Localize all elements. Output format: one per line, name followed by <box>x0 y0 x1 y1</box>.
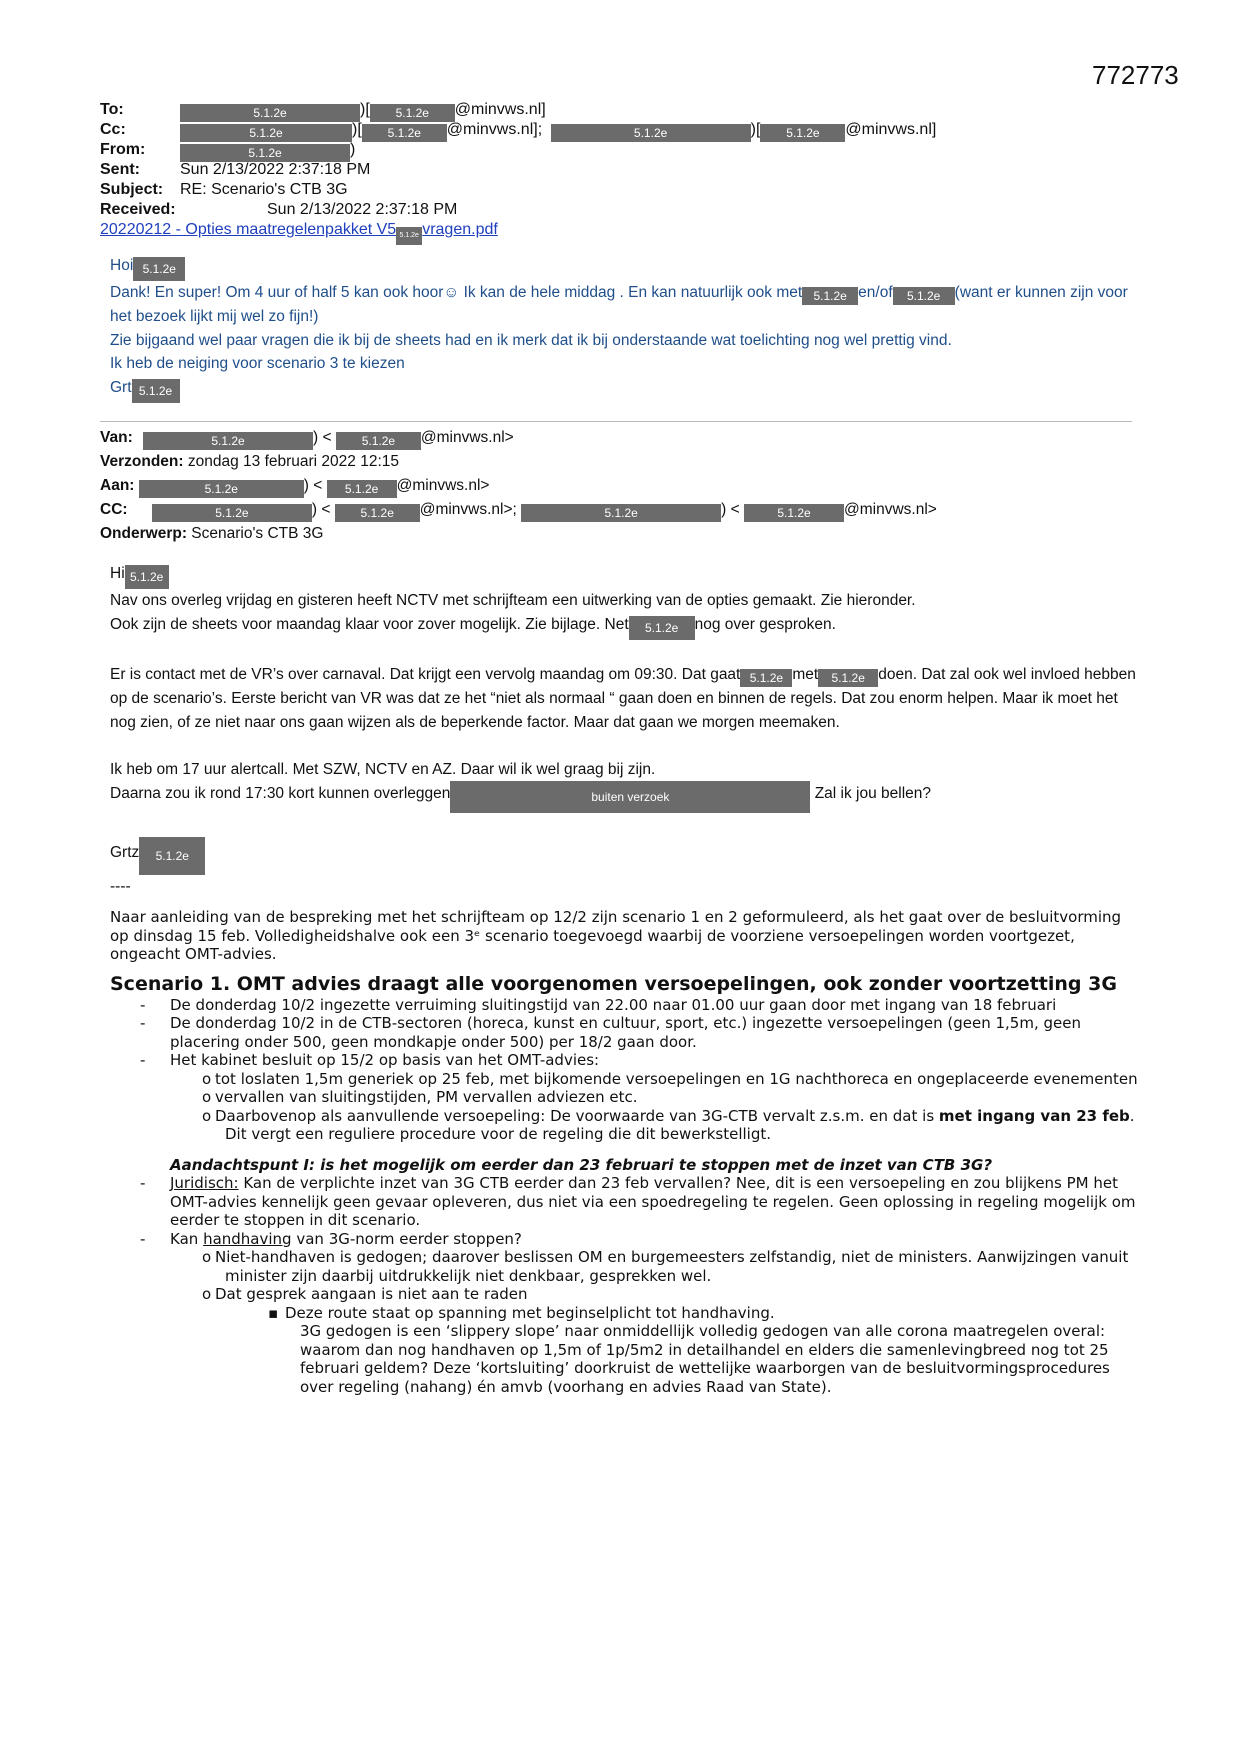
received-label: Received: <box>100 201 176 218</box>
list-item-continuation: 3G gedogen is een ‘slippery slope’ naar onmiddellijk volledig gedogen van alle corona maatregelen overal: waarom dan nog handhaven op 1,5m of 1p/5m2 in detailhandel en elders die samenlevingbreed nog tot 25 februari geldem? Deze ‘kortsluiting’ doorkruist de wettelijke waarborgen van de besluitvormingsprocedures over regeling (nahang) én amvb (voorhang en advies Raad van State). <box>300 1322 1110 1396</box>
redaction: 5.1.2e <box>818 669 878 687</box>
list-item: - De donderdag 10/2 in de CTB-sectoren (horeca, kunst en cultuur, sport, etc.) ingezette versoepelingen (geen 1,5m, geen placering onder 500, geen mondkapje onder 500) per 18/2 gaan door. <box>110 1014 1140 1051</box>
email-header <box>100 100 1160 240</box>
memo-intro: Naar aanleiding van de bespreking met het schrijfteam op 12/2 zijn scenario 1 en 2 geformuleerd, als het gaat over de besluitvorming op dinsdag 15 feb. Volledigheidshalve ook een 3ᵉ scenario toegevoegd waarbij de voorziene versoepelingen worden voortgezet, ongeacht OMT-advies. <box>110 908 1122 963</box>
list-item: o Niet-handhaven is gedogen; daarover beslissen OM en burgemeesters zelfstandig, niet de ministers. Aanwijzingen vanuit minister zijn daarbij uitdrukkelijk niet denkbaar, gesprekken wel. <box>202 1248 1129 1285</box>
redaction: 5.1.2e <box>370 104 455 122</box>
aandachtspunt-heading: Aandachtspunt I: is het mogelijk om eerder dan 23 februari te stoppen met de inzet van CTB 3G? <box>170 1155 993 1174</box>
redaction: 5.1.2e <box>893 287 955 305</box>
redaction: 5.1.2e <box>521 504 721 522</box>
sent-label: Sent: <box>100 161 140 178</box>
attachment-row <box>100 220 1160 240</box>
redaction: 5.1.2e <box>362 124 447 142</box>
list-item: o Dat gesprek aangaan is niet aan te raden <box>202 1285 528 1303</box>
redaction: 5.1.2e <box>629 616 695 640</box>
redaction: 5.1.2e <box>139 480 304 498</box>
redaction: 5.1.2e <box>760 124 845 142</box>
list-item: - Het kabinet besluit op 15/2 op basis van het OMT-advies: <box>110 1051 1140 1070</box>
subject-value: RE: Scenario's CTB 3G <box>180 181 348 198</box>
scenario-memo <box>110 908 1140 1396</box>
email-domain: @minvws.nl]; <box>446 121 543 138</box>
redaction: 5.1.2e <box>327 480 397 498</box>
to-label: To: <box>100 101 124 118</box>
redaction: 5.1.2e <box>125 565 169 589</box>
redaction: 5.1.2e <box>744 504 844 522</box>
redaction: 5.1.2e <box>132 379 180 403</box>
to-row: To: 5.1.2e )[ 5.1.2e @minvws.nl] <box>100 101 546 120</box>
sent-value: Sun 2/13/2022 2:37:18 PM <box>180 161 371 178</box>
separator-line <box>100 421 1132 422</box>
redaction: 5.1.2e <box>143 432 313 450</box>
from-row: From: 5.1.2e ) <box>100 141 356 160</box>
redaction: 5.1.2e <box>335 504 420 522</box>
from-label: From: <box>100 141 146 158</box>
redaction: 5.1.2e <box>551 124 751 142</box>
sent-row <box>100 160 1160 180</box>
redaction: 5.1.2e <box>133 257 185 281</box>
list-item: o vervallen van sluitingstijden, PM vervallen adviezen etc. <box>202 1088 638 1106</box>
reply-message: Hoi 5.1.2e Dank! En super! Om 4 uur of half 5 kan ook hoor☺ Ik kan de hele middag . En kan natuurlijk ook met 5.1.2e en/of 5.1.2e (want er kunnen zijn voor het bezoek lijkt mij wel zo fijn!) Zie bijgaand wel paar vragen die ik bij de sheets had en ik merk dat ik bij onderstaande wat toelichting nog wel prettig vind. Ik heb de neiging voor scenario 3 te kiezen Grt 5.1.2e <box>110 254 1150 403</box>
email-domain: @minvws.nl] <box>454 101 546 118</box>
list-item: - Juridisch: Kan de verplichte inzet van 3G CTB eerder dan 23 feb vervallen? Nee, dit is een versoepeling en zou blijkens PM het OMT-advies kennelijk geen gevaar opleveren, dus niet via een spoedregeling te regelen. Geen oplossing in regeling mogelijk om eerder te stoppen in dit scenario. <box>110 1174 1140 1230</box>
list-item: o tot loslaten 1,5m generiek op 25 feb, met bijkomende versoepelingen en 1G nachthoreca en ongeplaceerde evenementen <box>202 1069 1138 1088</box>
email-domain: @minvws.nl] <box>845 121 937 138</box>
cc-label: Cc: <box>100 121 126 138</box>
forwarded-body: Hi 5.1.2e Nav ons overleg vrijdag en gisteren heeft NCTV met schrijfteam een uitwerking van de opties gemaakt. Zie hieronder. Ook zijn de sheets voor maandag klaar voor zover mogelijk. Zie bijlage. Net 5.1.2e nog over gesproken. Er is contact met de VR’s over carnaval. Dat krijgt een vervolg maandag om 09:30. Dat gaat 5.1.2e met 5.1.2e doen. Dat zal ook wel invloed hebben op de scenario’s. Eerste bericht van VR was dat ze het “niet als normaal “ gaan doen en binnen de regels. Dat zou enorm helpen. Maar ik moet het nog zien, of ze niet naar ons gaan wijzen als de beperkende factor. Maar dat gaan we morgen meemaken. Ik heb om 17 uur alertcall. Met SZW, NCTV en AZ. Daar wil ik wel graag bij zijn. Daarna zou ik rond 17:30 kort kunnen overleggen buiten verzoek Zal ik jou bellen? Grtz 5.1.2e ---- <box>110 565 1136 895</box>
redaction: 5.1.2e <box>152 504 312 522</box>
received-row <box>100 200 1160 220</box>
redaction-buiten-verzoek: buiten verzoek <box>450 781 810 813</box>
redaction: 5.1.2e <box>740 669 792 687</box>
redaction: 5.1.2e <box>139 837 205 875</box>
list-item: - Kan handhaving van 3G-norm eerder stoppen? <box>110 1230 1140 1249</box>
cc-row: Cc: 5.1.2e )[ 5.1.2e @minvws.nl]; 5.1.2e )[ 5.1.2e @minvws.nl] <box>100 121 937 140</box>
redaction: 5.1.2e <box>180 104 360 122</box>
forwarded-header: Van: 5.1.2e ) < 5.1.2e @minvws.nl> Verzonden: zondag 13 februari 2022 12:15 Aan: 5.1.2e ) < 5.1.2e @minvws.nl> CC: 5.1.2e ) < 5.1.2e @minvws.nl>; 5.1.2e ) < 5.1.2e @minvws.nl> Onderwerp: Scenario's CTB 3G <box>100 429 937 542</box>
redaction: 5.1.2e <box>396 227 422 245</box>
redaction: 5.1.2e <box>180 124 352 142</box>
attachment-link[interactable]: 20220212 - Opties maatregelenpakket V5 5.1.2e vragen.pdf <box>100 221 498 238</box>
scenario-heading: Scenario 1. OMT advies draagt alle voorgenomen versoepelingen, ook zonder voortzetting 3G <box>110 972 1117 995</box>
received-value: Sun 2/13/2022 2:37:18 PM <box>267 201 458 218</box>
list-item: ▪ Deze route staat op spanning met beginselplicht tot handhaving. <box>268 1303 775 1322</box>
document-number: 772773 <box>1092 60 1179 90</box>
redaction: 5.1.2e <box>180 144 350 162</box>
subject-row <box>100 180 1160 200</box>
list-item: o Daarbovenop als aanvullende versoepeling: De voorwaarde van 3G-CTB vervalt z.s.m. en dat is met ingang van 23 feb. Dit vergt een reguliere procedure voor de regeling die dit bewerkstelligt. <box>202 1106 1135 1143</box>
redaction: 5.1.2e <box>336 432 421 450</box>
redaction: 5.1.2e <box>802 287 858 305</box>
list-item: - De donderdag 10/2 ingezette verruiming sluitingstijd van 22.00 naar 01.00 uur gaan door met ingang van 18 februari <box>110 996 1140 1015</box>
subject-label: Subject: <box>100 181 164 198</box>
